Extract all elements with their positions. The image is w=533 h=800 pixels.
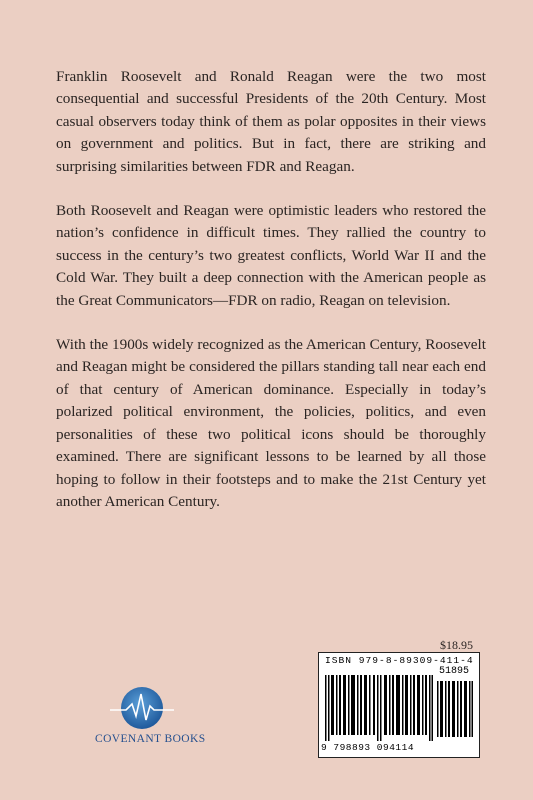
blurb-paragraph-1: Franklin Roosevelt and Ronald Reagan were the two most consequential and successful Presidents of the 20th Century. Most casual observers today think of them as polar opposites in their views on government and politics. But in fact, there are striking and surprising similarities between FDR and Reagan.	[56, 68, 486, 175]
globe-pulse-icon	[108, 686, 176, 730]
blurb-paragraph-2: Both Roosevelt and Reagan were optimistic leaders who restored the nation’s confidence in difficult times. They rallied the country to success in the century’s two greatest conflicts, World War II and the Cold War. They built a deep connection with the American people as the Great Communicators—FDR on radio, Reagan on television.	[56, 202, 486, 309]
blurb-text	[56, 66, 486, 535]
barcode	[318, 652, 480, 758]
publisher-name: COVENANT BOOKS	[95, 733, 206, 745]
barcode-supplement-number: 51895	[439, 666, 470, 677]
ean-digits: 9 798893 094114	[321, 742, 415, 753]
ean-barcode-bars	[325, 675, 433, 741]
blurb-paragraph-3: With the 1900s widely recognized as the American Century, Roosevelt and Reagan might be considered the pillars standing tall near each end of that century of American dominance. Especially in today’s polarized political environment, the policies, politics, and even personalities of these two political icons should be thoroughly examined. There are significant lessons to be learned by all those hoping to follow in their footsteps and to make the 21st Century yet another American Century.	[56, 336, 486, 510]
price-label: $18.95	[440, 638, 473, 652]
isbn-label: ISBN 979-8-89309-411-4	[325, 655, 474, 666]
supplement-barcode-bars	[437, 681, 473, 737]
publisher-logo	[95, 686, 206, 746]
